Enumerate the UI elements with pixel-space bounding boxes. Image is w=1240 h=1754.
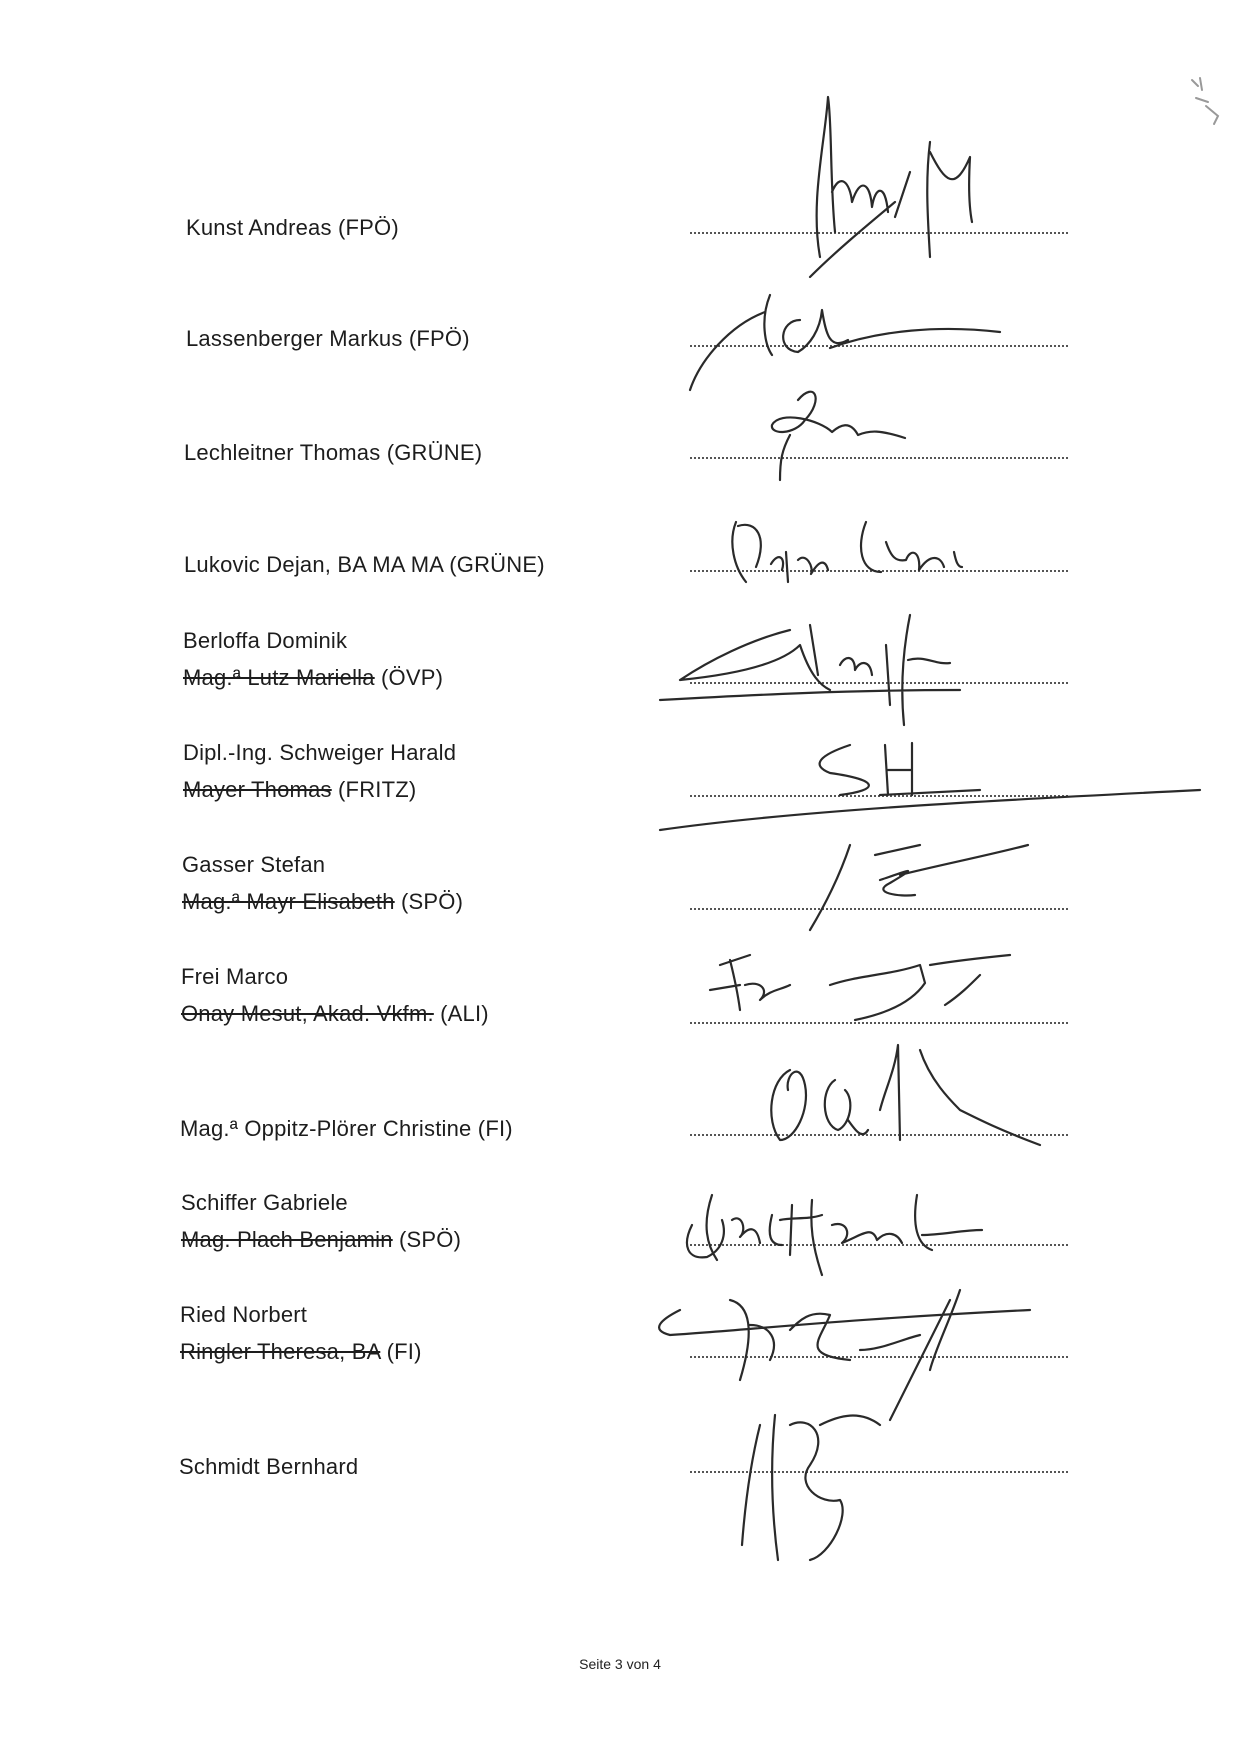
name-text: Schiffer Gabriele bbox=[181, 1190, 348, 1215]
signatory-substitute-line bbox=[183, 771, 456, 808]
handwritten-signature bbox=[750, 1030, 1050, 1160]
name-text: Kunst Andreas (FPÖ) bbox=[186, 215, 399, 240]
handwritten-signature bbox=[700, 380, 930, 490]
signatory-name bbox=[186, 320, 470, 357]
signatory-substitute-line bbox=[181, 1221, 461, 1258]
handwritten-signature bbox=[630, 1280, 1100, 1380]
handwritten-signature bbox=[780, 82, 980, 282]
name-text: (SPÖ) bbox=[392, 1227, 462, 1252]
signatory-ried-norbert bbox=[180, 1296, 422, 1370]
signatory-name bbox=[179, 1448, 358, 1485]
name-text: Lechleitner Thomas (GRÜNE) bbox=[184, 440, 483, 465]
name-text: Berloffa Dominik bbox=[183, 628, 348, 653]
signatory-substitute-line bbox=[180, 1333, 422, 1370]
handwritten-signature bbox=[650, 735, 1210, 835]
handwritten-signature bbox=[730, 1405, 890, 1565]
name-text: (FRITZ) bbox=[331, 777, 417, 802]
signatory-name bbox=[182, 846, 463, 883]
name-text: Mag.ª Oppitz-Plörer Christine (FI) bbox=[180, 1116, 513, 1141]
struck-name: Mayer Thomas bbox=[183, 777, 332, 802]
struck-name: Mag. Plach Benjamin bbox=[181, 1227, 393, 1252]
scan-artifact-mark bbox=[1188, 72, 1224, 132]
signatory-gasser-stefan bbox=[182, 846, 463, 920]
signatory-name bbox=[184, 546, 545, 583]
signatory-lukovic-dejan bbox=[184, 546, 545, 583]
signatory-name bbox=[186, 209, 399, 246]
signatory-substitute-line bbox=[181, 995, 489, 1032]
signatory-substitute-line bbox=[183, 659, 443, 696]
name-text: Dipl.-Ing. Schweiger Harald bbox=[183, 740, 457, 765]
signatory-name bbox=[180, 1110, 513, 1147]
signatory-schiffer-gabriele bbox=[181, 1184, 461, 1258]
handwritten-signature bbox=[716, 512, 966, 592]
page-number: Seite 3 von 4 bbox=[579, 1656, 661, 1672]
name-text: (ÖVP) bbox=[374, 665, 444, 690]
struck-name: Ringler Theresa, BA bbox=[180, 1339, 381, 1364]
page-footer bbox=[0, 1656, 1240, 1672]
name-text: Gasser Stefan bbox=[182, 852, 326, 877]
name-text: Lukovic Dejan, BA MA MA (GRÜNE) bbox=[184, 552, 545, 577]
name-text: (ALI) bbox=[433, 1001, 489, 1026]
struck-name: Mag.ª Lutz Mariella bbox=[183, 665, 375, 690]
signatory-name bbox=[183, 622, 443, 659]
signatory-frei-marco bbox=[181, 958, 489, 1032]
name-text: Frei Marco bbox=[181, 964, 289, 989]
signatory-schweiger-harald bbox=[183, 734, 456, 808]
signatory-name bbox=[181, 958, 489, 995]
signatory-kunst-andreas bbox=[186, 209, 399, 246]
signatory-name bbox=[181, 1184, 461, 1221]
struck-name: Onay Mesut, Akad. Vkfm. bbox=[181, 1001, 434, 1026]
signatory-substitute-line bbox=[182, 883, 463, 920]
handwritten-signature bbox=[770, 835, 1030, 935]
name-text: Lassenberger Markus (FPÖ) bbox=[186, 326, 470, 351]
struck-name: Mag.ª Mayr Elisabeth bbox=[182, 889, 395, 914]
signatory-name bbox=[184, 434, 482, 471]
signatory-schmidt-bernhard bbox=[179, 1448, 358, 1485]
signatory-lechleitner-thomas bbox=[184, 434, 482, 471]
signatory-berloffa-dominik bbox=[183, 622, 443, 696]
handwritten-signature bbox=[672, 1165, 992, 1295]
signatory-name bbox=[180, 1296, 422, 1333]
signatory-lassenberger-markus bbox=[186, 320, 470, 357]
name-text: (SPÖ) bbox=[394, 889, 464, 914]
name-text: (FI) bbox=[380, 1339, 422, 1364]
signatory-oppitz-ploerer bbox=[180, 1110, 513, 1147]
handwritten-signature bbox=[650, 605, 980, 735]
name-text: Ried Norbert bbox=[180, 1302, 308, 1327]
name-text: Schmidt Bernhard bbox=[179, 1454, 359, 1479]
signatory-name bbox=[183, 734, 456, 771]
